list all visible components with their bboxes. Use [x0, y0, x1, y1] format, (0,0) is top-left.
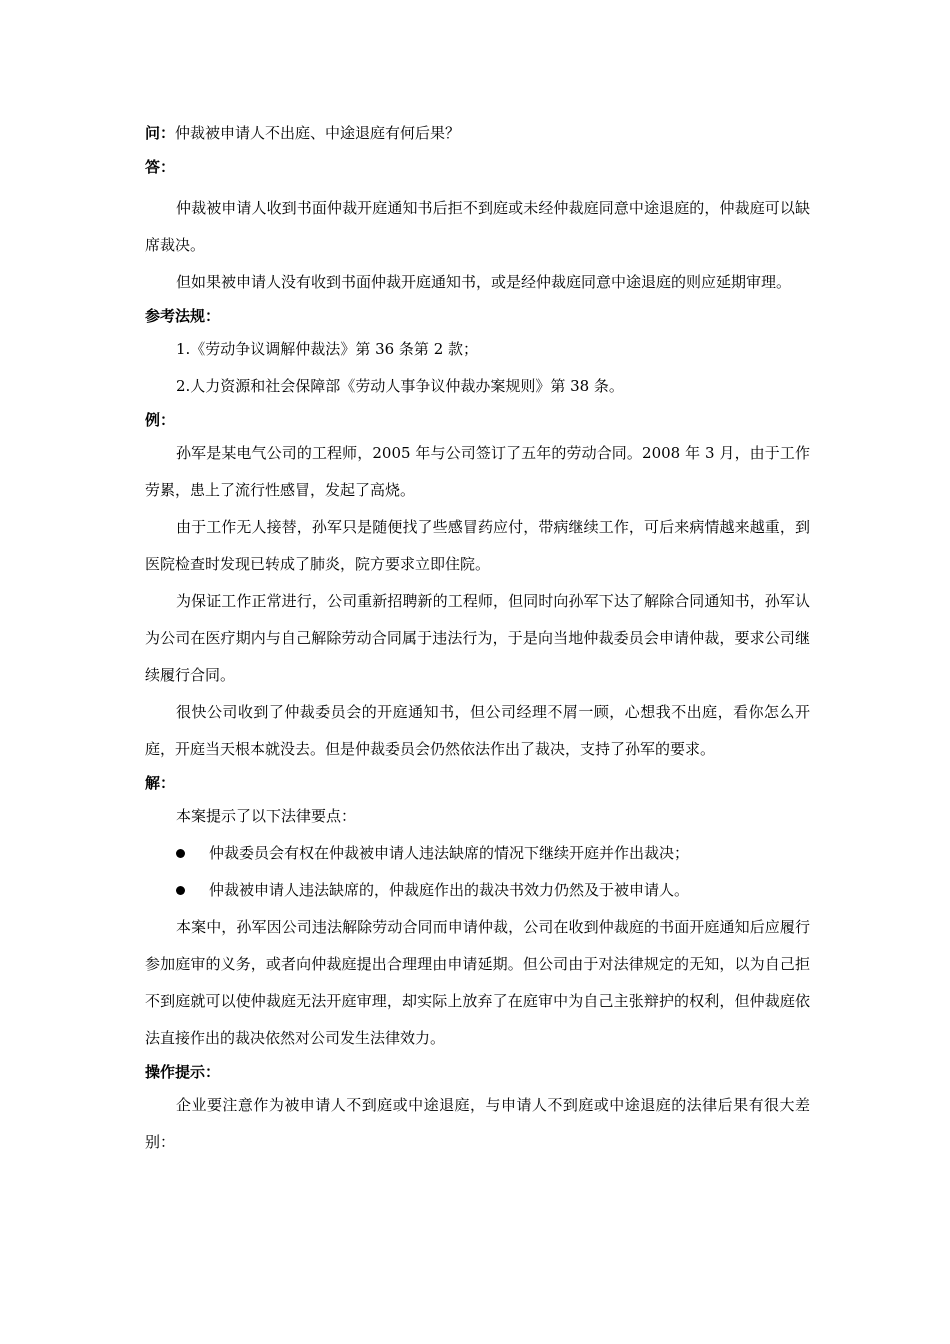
- tips-paragraph: 企业要注意作为被申请人不到庭或中途退庭，与申请人不到庭或中途退庭的法律后果有很大差别：: [145, 1096, 810, 1151]
- analysis-heading: 解：: [145, 774, 176, 792]
- answer-paragraph: 仲裁被申请人收到书面仲裁开庭通知书后拒不到庭或未经仲裁庭同意中途退庭的，仲裁庭可以缺席裁决。: [145, 199, 810, 254]
- example-paragraph: 很快公司收到了仲裁委员会的开庭通知书，但公司经理不屑一顾，心想我不出庭，看你怎么开庭，开庭当天根本就没去。但是仲裁委员会仍然依法作出了裁决，支持了孙军的要求。: [145, 703, 810, 758]
- bullet-dot-icon: [176, 886, 185, 895]
- bullet-dot-icon: [176, 849, 185, 858]
- tips-heading: 操作提示：: [145, 1063, 221, 1081]
- regulations-heading: 参考法规：: [145, 307, 221, 325]
- bullet-text: 仲裁被申请人违法缺席的，仲裁庭作出的裁决书效力仍然及于被申请人。: [209, 881, 690, 899]
- question-label: 问：: [145, 124, 176, 142]
- example-paragraph: 孙军是某电气公司的工程师，2005 年与公司签订了五年的劳动合同。2008 年 3 月，由于工作劳累，患上了流行性感冒，发起了高烧。: [145, 444, 810, 499]
- bullet-text: 仲裁委员会有权在仲裁被申请人违法缺席的情况下继续开庭并作出裁决；: [209, 844, 690, 862]
- analysis-bullet: [145, 835, 810, 872]
- example-heading: 例：: [145, 411, 176, 429]
- regulation-item: 2.人力资源和社会保障部《劳动人事争议仲裁办案规则》第 38 条。: [176, 377, 624, 395]
- analysis-paragraph: 本案中，孙军因公司违法解除劳动合同而申请仲裁，公司在收到仲裁庭的书面开庭通知后应履行参加庭审的义务，或者向仲裁庭提出合理理由申请延期。但公司由于对法律规定的无知，以为自己拒不到庭就可以使仲裁庭无法开庭审理，却实际上放弃了在庭审中为自己主张辩护的权利，但仲裁庭依法直接作出的裁决依然对公司发生法律效力。: [145, 918, 810, 1047]
- analysis-intro: 本案提示了以下法律要点：: [176, 807, 357, 825]
- question-text: 仲裁被申请人不出庭、中途退庭有何后果？: [175, 124, 461, 142]
- example-paragraph: 由于工作无人接替，孙军只是随便找了些感冒药应付，带病继续工作，可后来病情越来越重，到医院检查时发现已转成了肺炎，院方要求立即住院。: [145, 518, 810, 573]
- question-line: [145, 122, 810, 144]
- document-body: [145, 122, 810, 1161]
- regulation-item: 1.《劳动争议调解仲裁法》第 36 条第 2 款；: [176, 340, 479, 358]
- example-paragraph: 为保证工作正常进行，公司重新招聘新的工程师，但同时向孙军下达了解除合同通知书，孙军认为公司在医疗期内与自己解除劳动合同属于违法行为，于是向当地仲裁委员会申请仲裁，要求公司继续履行合同。: [145, 592, 810, 684]
- answer-paragraph: 但如果被申请人没有收到书面仲裁开庭通知书，或是经仲裁庭同意中途退庭的则应延期审理。: [176, 273, 792, 291]
- answer-heading: 答：: [145, 158, 176, 176]
- analysis-bullet: [145, 872, 810, 909]
